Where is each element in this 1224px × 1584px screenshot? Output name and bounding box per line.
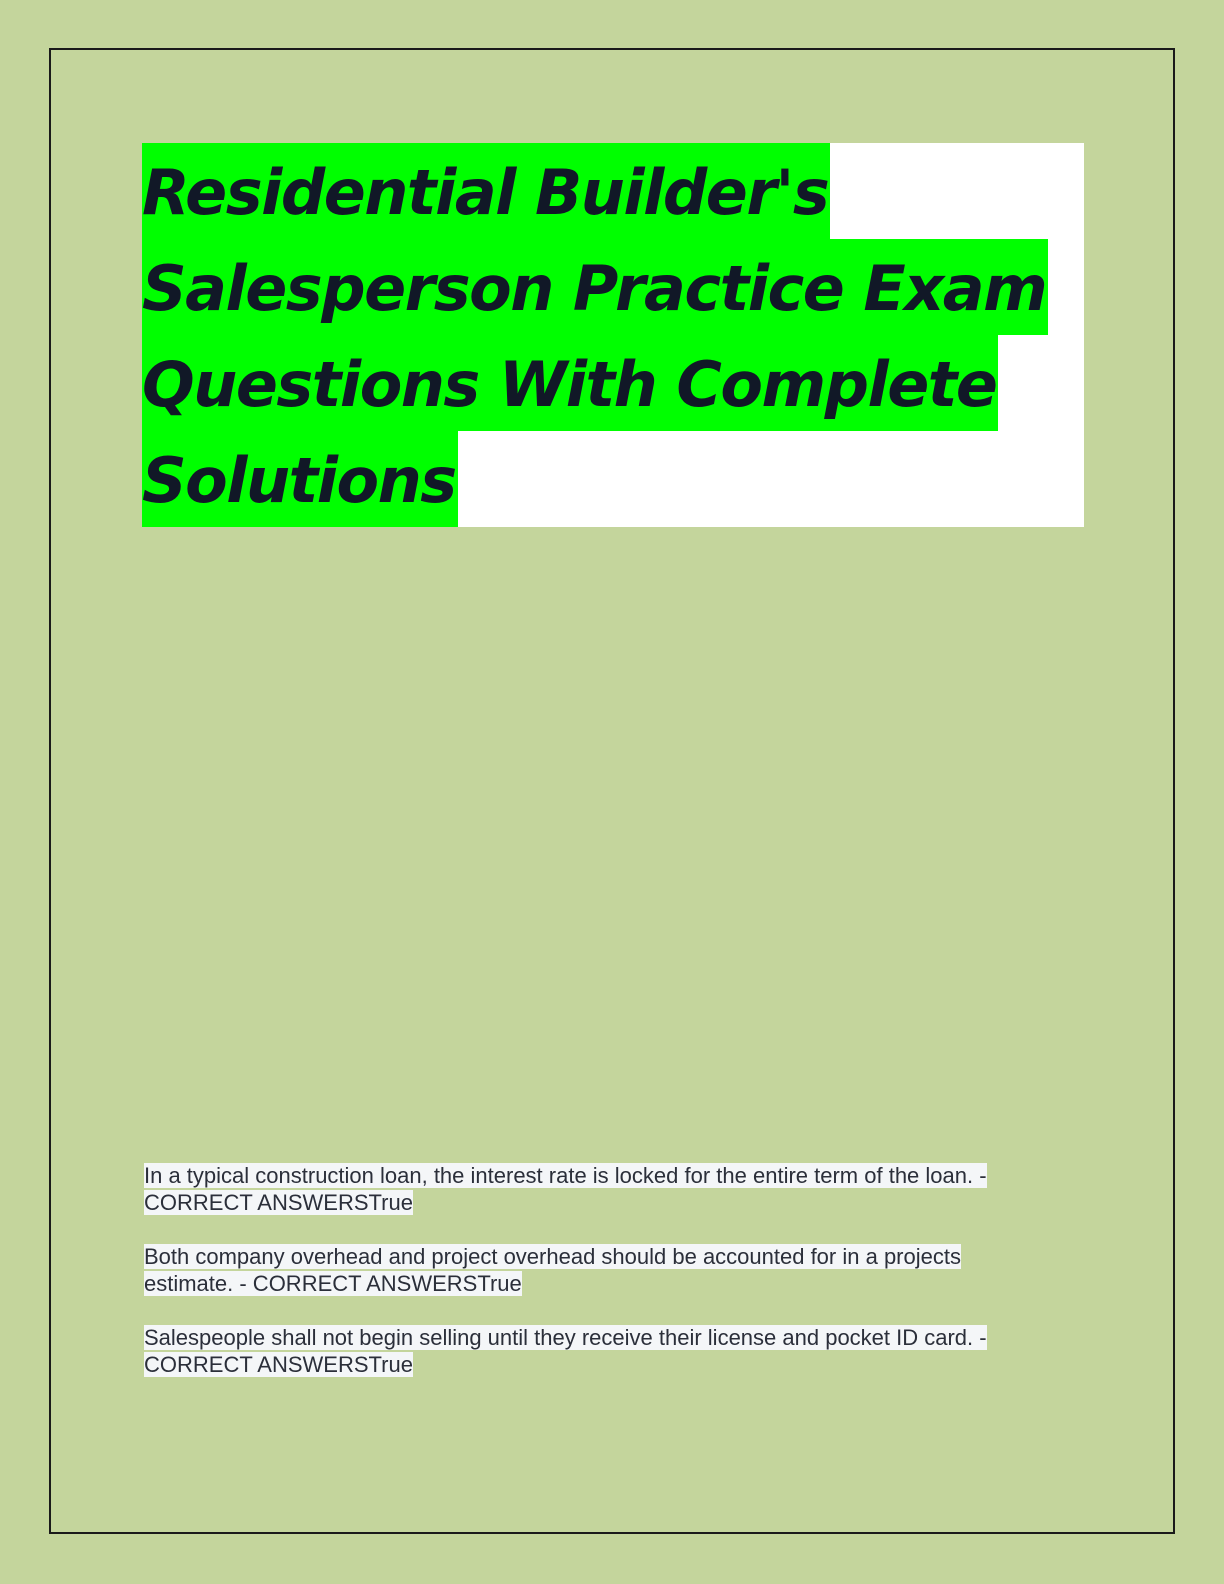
title-line-4: Solutions [142,431,1084,527]
question-item [144,1162,1084,1216]
document-title [142,143,1084,527]
answer-text: CORRECT ANSWERSTrue [144,1190,413,1215]
question-text: Salespeople shall not begin selling until they receive their license and pocket ID card. - [144,1325,987,1350]
question-item [144,1243,1084,1297]
question-list [144,1162,1084,1405]
answer-text: estimate. - CORRECT ANSWERSTrue [144,1271,522,1296]
question-text: Both company overhead and project overhead should be accounted for in a projects [144,1244,961,1269]
title-line-3: Questions With Complete [142,335,1084,431]
title-line-2: Salesperson Practice Exam [142,239,1084,335]
question-item [144,1324,1084,1378]
question-text: In a typical construction loan, the interest rate is locked for the entire term of the loan. - [144,1163,987,1188]
answer-text: CORRECT ANSWERSTrue [144,1352,413,1377]
title-line-1: Residential Builder's [142,143,1084,239]
